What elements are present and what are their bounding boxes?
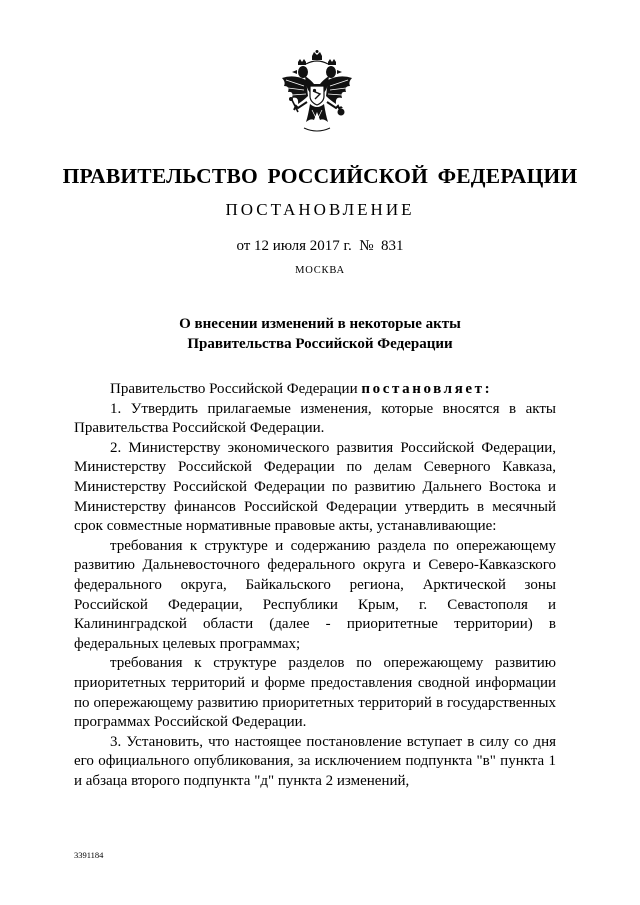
city: МОСКВА bbox=[295, 265, 345, 276]
document-subject bbox=[0, 314, 640, 354]
paragraph-2: 2. Министерству экономического развития Российской Федерации, Министерству Российской Федерации по делам Северного Кавказа, Министерству Российской Федерации по развитию Дальнего Востока и Министерству финансов Российской Федерации утвердить в месячный срок совместные нормативные правовые акты, устанавливающие: bbox=[74, 439, 556, 535]
intro-prefix: Правительство Российской Федерации bbox=[110, 381, 362, 397]
document-code: 3391184 bbox=[74, 850, 104, 860]
document-type: ПОСТАНОВЛЕНИЕ bbox=[225, 200, 415, 219]
subject-line-2: Правительства Российской Федерации bbox=[187, 336, 453, 352]
paragraph-3: требования к структуре и содержанию раздела по опережающему развитию Дальневосточного федерального округа и Северо-Кавказского федерального округа, Байкальского региона, Арктической зоны Российской Федерации, Республики Крым, г. Севастополя и Калининградской области (далее - приоритетные территории) в федеральных целевых программах; bbox=[74, 537, 556, 652]
intro-resolves: постановляет: bbox=[361, 381, 493, 397]
government-title: ПРАВИТЕЛЬСТВО РОССИЙСКОЙ ФЕДЕРАЦИИ bbox=[62, 164, 578, 188]
intro-paragraph bbox=[74, 380, 556, 400]
paragraph-5: 3. Установить, что настоящее постановление вступает в силу со дня его официального опубликования, за исключением подпункта "в" пункта 1 и абзаца второго подпункта "д" пункта 2 изменений, bbox=[74, 733, 556, 789]
coat-of-arms-icon bbox=[276, 50, 358, 140]
subject-line-1: О внесении изменений в некоторые акты bbox=[179, 316, 461, 332]
paragraph-1: 1. Утвердить прилагаемые изменения, которые вносятся в акты Правительства Российской Федерации. bbox=[74, 400, 556, 437]
document-body bbox=[74, 380, 556, 791]
document-date-number: от 12 июля 2017 г. № 831 bbox=[236, 238, 404, 254]
paragraph-4: требования к структуре разделов по опережающему развитию приоритетных территорий и форме предоставления сводной информации по опережающему развитию приоритетных территорий в государственных программах Российской Федерации. bbox=[74, 655, 556, 731]
